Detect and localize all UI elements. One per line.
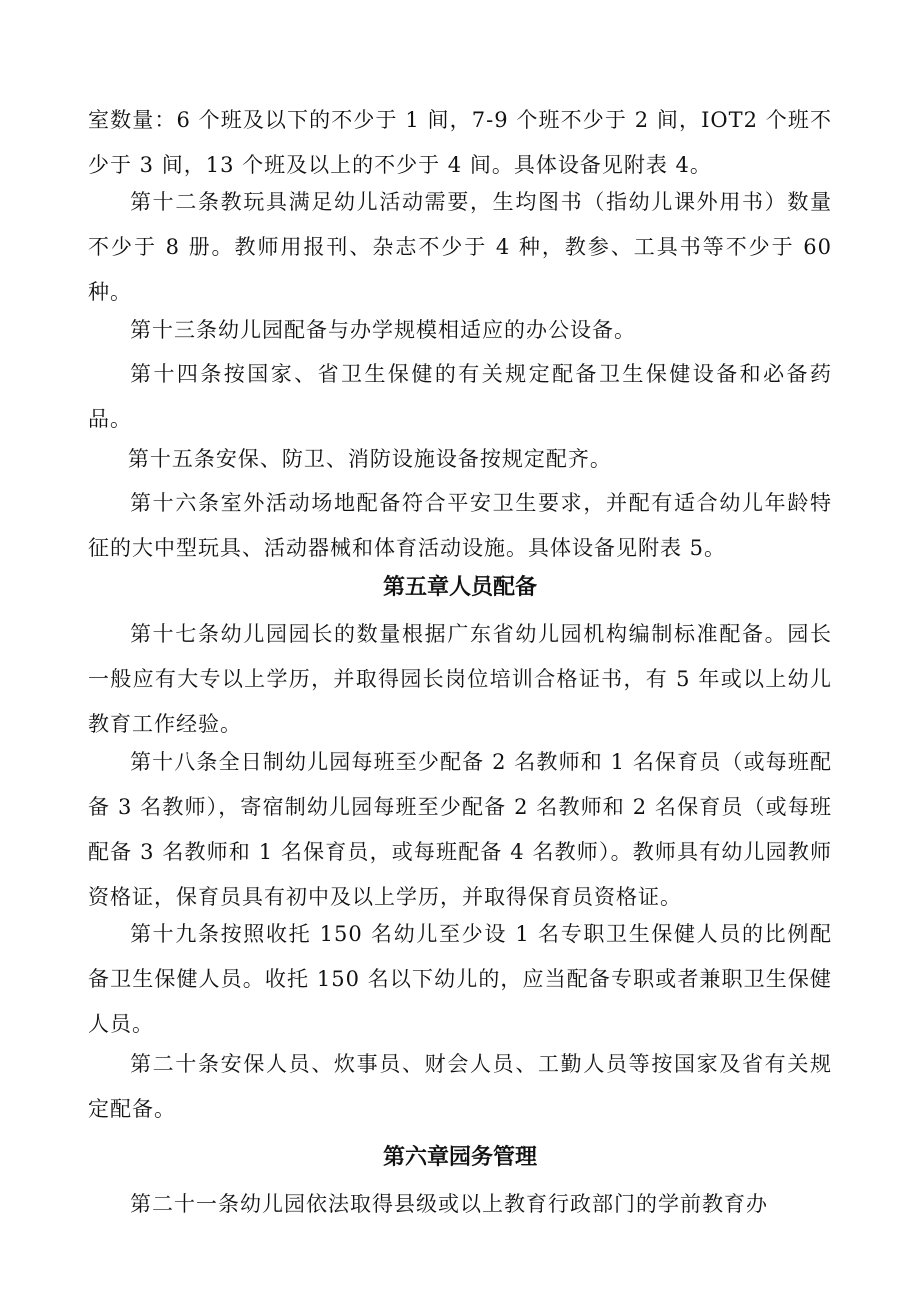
paragraph-article-13: 第十三条幼儿园配备与办学规模相适应的办公设备。 — [130, 318, 636, 342]
paragraph-article-18: 第十八条全日制幼儿园每班至少配备 2 名教师和 1 名保育员（或每班配备 3 名教师），寄宿制幼儿园每班至少配备 2 名教师和 2 名保育员（或每班配备 3 名教师和 1 名保育员，或每班配备 4 名教师）。教师具有幼儿园教师资格证，保育员具有初中及以上学历，并取得保育员资格证。 — [88, 750, 832, 909]
paragraph-article-21: 第二十一条幼儿园依法取得县级或以上教育行政部门的学前教育办 — [130, 1192, 768, 1216]
paragraph-article-15: 第十五条安保、防卫、消防设施设备按规定配齐。 — [127, 447, 612, 471]
paragraph-article-14: 第十四条按国家、省卫生保健的有关规定配备卫生保健设备和必备药品。 — [88, 362, 832, 431]
paragraph-article-16: 第十六条室外活动场地配备符合平安卫生要求，并配有适合幼儿年龄特征的大中型玩具、活动器械和体育活动设施。具体设备见附表 5。 — [88, 491, 832, 560]
paragraph-article-12: 第十二条教玩具满足幼儿活动需要，生均图书（指幼儿课外用书）数量不少于 8 册。教师用报刊、杂志不少于 4 种，教参、工具书等不少于 60 种。 — [88, 190, 832, 304]
chapter-6-title: 第六章园务管理 — [382, 1145, 537, 1170]
paragraph-classroom-count: 室数量：6 个班及以下的不少于 1 间，7-9 个班不少于 2 间，IOT2 个班不少于 3 间，13 个班及以上的不少于 4 间。具体设备见附表 4。 — [88, 108, 832, 177]
paragraph-article-19: 第十九条按照收托 150 名幼儿至少设 1 名专职卫生保健人员的比例配备卫生保健人员。收托 150 名以下幼儿的，应当配备专职或者兼职卫生保健人员。 — [88, 922, 832, 1036]
chapter-5-title: 第五章人员配备 — [382, 575, 537, 600]
paragraph-article-17: 第十七条幼儿园园长的数量根据广东省幼儿园机构编制标准配备。园长一般应有大专以上学历，并取得园长岗位培训合格证书，有 5 年或以上幼儿教育工作经验。 — [88, 622, 832, 736]
paragraph-article-20: 第二十条安保人员、炊事员、财会人员、工勤人员等按国家及省有关规定配备。 — [88, 1052, 832, 1121]
